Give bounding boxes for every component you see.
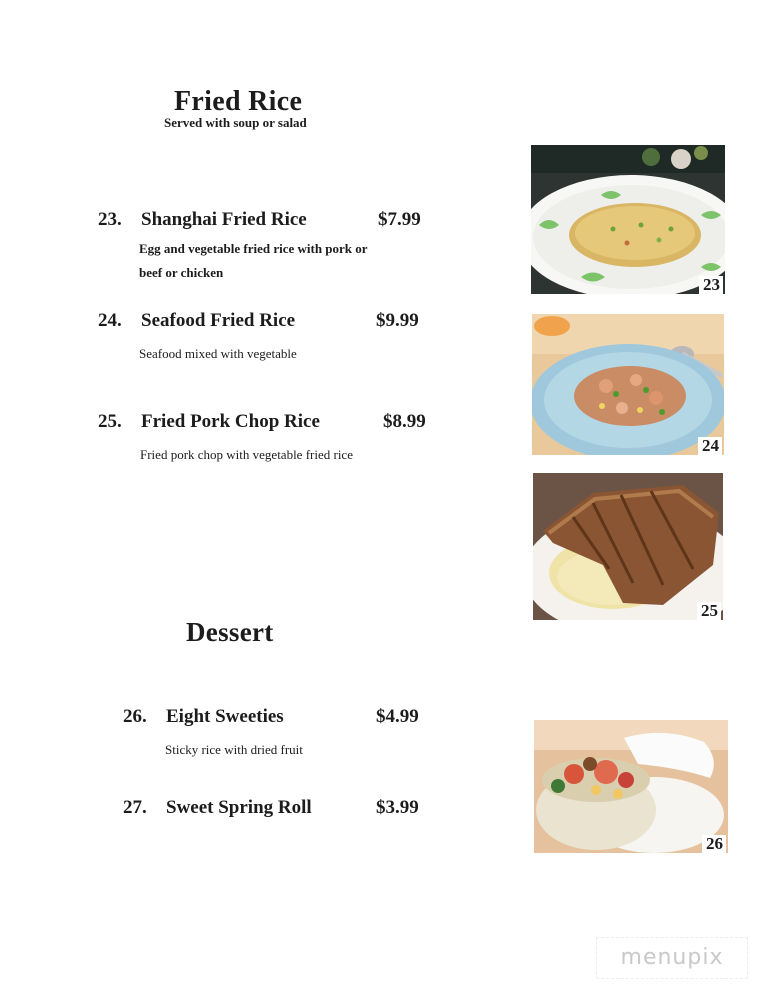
item-number: 24. (98, 310, 122, 331)
fried-rice-subtitle: Served with soup or salad (164, 115, 307, 130)
item-price: $4.99 (376, 706, 419, 727)
photo-fried-pork-chop-rice (533, 473, 723, 620)
photo-shanghai-fried-rice (531, 145, 725, 294)
item-description-line: Egg and vegetable fried rice with pork or (139, 241, 368, 256)
item-description-line: Fried pork chop with vegetable fried rice (140, 447, 353, 462)
item-description-line: beef or chicken (139, 265, 224, 280)
photo-eight-sweeties (534, 720, 728, 853)
menupix-watermark: menupix (596, 937, 748, 979)
item-description-line: Sticky rice with dried fruit (165, 742, 303, 757)
item-name: Seafood Fried Rice (141, 310, 296, 331)
item-name: Shanghai Fried Rice (141, 209, 307, 230)
item-name: Fried Pork Chop Rice (141, 411, 320, 432)
fried-rice-heading: Fried Rice (174, 86, 303, 117)
item-number: 26. (123, 706, 147, 727)
photo-label: 25 (697, 602, 721, 620)
item-price: $3.99 (376, 797, 419, 818)
item-price: $9.99 (376, 310, 419, 331)
dessert-heading: Dessert (186, 617, 274, 647)
item-number: 25. (98, 411, 122, 432)
item-description-line: Seafood mixed with vegetable (139, 346, 297, 361)
photo-label: 24 (698, 437, 722, 455)
item-number: 23. (98, 209, 122, 230)
item-price: $7.99 (378, 209, 421, 230)
item-name: Eight Sweeties (166, 706, 284, 727)
photo-label: 26 (702, 835, 726, 853)
item-number: 27. (123, 797, 147, 818)
photo-label: 23 (699, 276, 723, 294)
item-price: $8.99 (383, 411, 426, 432)
item-name: Sweet Spring Roll (166, 797, 312, 818)
photo-seafood-fried-rice (532, 314, 724, 455)
